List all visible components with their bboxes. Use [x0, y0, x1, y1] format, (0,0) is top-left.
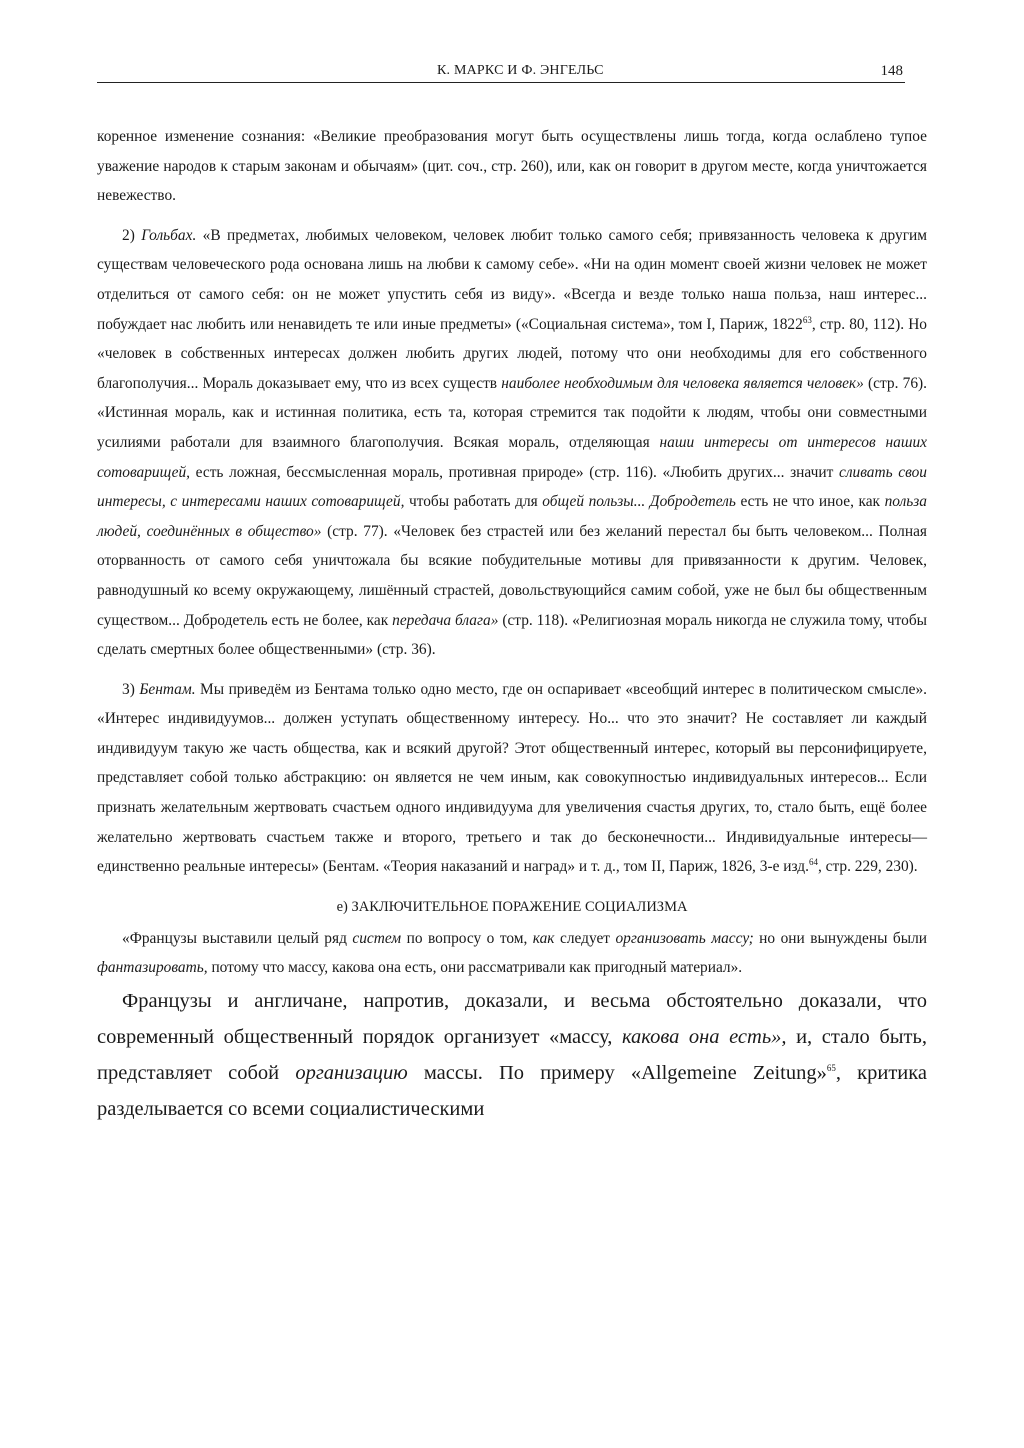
text-run: но они вынуждены были: [753, 929, 927, 947]
page-body: [97, 122, 927, 1127]
text-run: Французы и англичане, напротив, доказали, и весьма обстоятельно доказали, что современный общественный порядок организует «массу,: [97, 990, 927, 1049]
text-run: и, стало быть, представляет собой: [97, 1026, 927, 1085]
text-run: (стр. 76). «Истинная мораль, как и истинная политика, есть та, которая стремится так подойти к людям, чтобы они совместными усилиями работали для взаимного благополучия. Всякая мораль, отделяющая: [97, 374, 927, 451]
text-run: есть ложная, бессмысленная мораль, противная природе» (стр. 116). «Любить других... значит: [190, 463, 839, 481]
italic-run: какова она есть»,: [621, 1026, 787, 1049]
page-number: 148: [880, 63, 903, 79]
italic-run: общей пользы... Добродетель: [542, 493, 736, 511]
text-run: по вопросу о том,: [401, 929, 533, 947]
italic-run: как: [532, 929, 555, 947]
footnote-ref: 63: [802, 314, 812, 325]
text-run: потому что массу, какова она есть, они рассматривали как пригодный материал».: [207, 959, 743, 977]
italic-run: организацию: [295, 1062, 408, 1085]
paragraph-main-text: [97, 983, 927, 1127]
epigraph-quote: [97, 924, 927, 983]
italic-run: наши интересы от интересов наших сотоварищей,: [97, 433, 927, 481]
text-run: массы. По примеру «Allgemeine Zeitung»: [407, 1062, 827, 1085]
text-run: чтобы работать для: [404, 493, 543, 511]
paragraph-holbach: [97, 221, 927, 665]
paragraph-bentham: [97, 675, 927, 882]
italic-run: польза людей, соединённых в общество»: [97, 493, 927, 540]
italic-run: сливать свои интересы, с интересами наших сотоварищей,: [97, 463, 927, 511]
paragraph-text: коренное изменение сознания: «Великие преобразования могут быть осуществлены лишь тогда, когда ослаблено тупое уважение народов к старым законам и обычаям» (цит. соч., стр. 260), или, как он говорит в другом месте, когда уничтожается невежество.: [97, 128, 927, 205]
paragraph-continuation: [97, 122, 927, 211]
text-run: есть не что иное, как: [735, 493, 885, 511]
text-run: (стр. 77). «Человек без страстей или без желаний перестал бы быть человеком... Полная оторванность от самого себя уничтожала бы всякие побудительные мотивы для привязанности к другим. Человек, равнодушный ко всему окружающему, лишённый страстей, довольствующийся самим собой, уже не был бы общественным существом... Добродетель есть не более, как: [97, 522, 927, 629]
text-run: , критика разделывается со всеми социалистическими: [97, 1062, 928, 1121]
author-name: Гольбах.: [141, 226, 197, 244]
text-run: «Французы выставили целый ряд: [122, 929, 353, 947]
running-title: К. МАРКС И Ф. ЭНГЕЛЬС: [437, 63, 604, 78]
italic-run: систем: [352, 929, 402, 947]
text-run: «В предметах, любимых человеком, человек любит только самого себя; привязанность человека к другим существам человеческого рода основана лишь на любви к самому себе». «Ни на один момент своей жизни человек не может отделиться от самого себя: он не может упустить себя из виду». «Всегда и везде только наша польза, наш интерес... побуждает нас любить или ненавидеть те или иные предметы» («Социальная система», том I, Париж, 1822: [97, 226, 928, 333]
text-run: , стр. 80, 112). Но «человек в собственных интересах должен любить других людей, потому что они необходимы для его собственного благополучия... Мораль доказывает ему, что из всех существ: [97, 315, 928, 392]
italic-run: организовать массу;: [615, 929, 754, 947]
italic-run: наиболее необходимым для человека является человек»: [501, 374, 864, 392]
text-run: следует: [554, 929, 616, 947]
section-title: e) ЗАКЛЮЧИТЕЛЬНОЕ ПОРАЖЕНИЕ СОЦИАЛИЗМА: [336, 898, 688, 915]
italic-run: передача блага»: [392, 611, 499, 629]
text-run: (стр. 118). «Религиозная мораль никогда не служила тому, чтобы сделать смертных более общественными» (стр. 36).: [97, 611, 927, 659]
text-run: , стр. 229, 230).: [817, 858, 918, 876]
page-header: [97, 62, 905, 83]
footnote-ref: 65: [826, 1063, 836, 1074]
item-number: 2): [122, 226, 142, 244]
author-name: Бентам.: [139, 680, 196, 698]
footnote-ref: 64: [808, 857, 818, 868]
text-run: Мы приведём из Бентама только одно место, где он оспаривает «всеобщий интерес в политическом смысле». «Интерес индивидуумов... должен уступать общественному интересу. Но... что это значит? Не составляет ли каждый индивидуум такую же часть общества, как и всякий другой? Этот общественный интерес, который вы персонифицируете, представляет собой только абстракцию: он является не чем иным, как совокупностью индивидуальных интересов... Если признать желательным жертвовать счастьем одного индивидуума для увеличения счастья других, то, стало быть, ещё более желательно жертвовать счастьем также и второго, третьего и так до бесконечности... Индивидуальные интересы— единственно реальные интересы» (Бентам. «Теория наказаний и наград» и т. д., том II, Париж, 1826, 3-е изд.: [97, 680, 927, 876]
italic-run: фантазировать,: [97, 959, 208, 977]
item-number: 3): [122, 680, 140, 698]
